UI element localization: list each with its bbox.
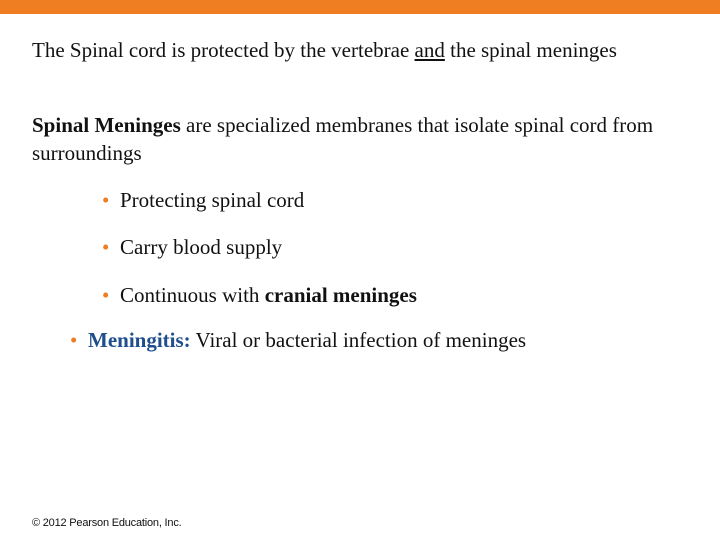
bullet-icon: • [102,235,110,259]
paragraph-meninges-text: are specialized membranes that isolate spinal cord from surroundings [32,113,654,165]
sub-bullet-text: Protecting spinal cord [120,188,305,212]
bullet-icon: • [102,188,110,212]
term-cranial-meninges: cranial meninges [264,283,417,307]
sub-bullet-text: Continuous with [120,283,265,307]
sub-bullet-text: Carry blood supply [120,235,283,259]
bullet-meningitis-text: Viral or bacterial infection of meninges [190,328,527,352]
bullet-icon: • [70,328,78,352]
sub-bullet-protecting [102,186,304,214]
paragraph-protection-text-b: the spinal meninges [444,38,617,62]
copyright-footer: © 2012 Pearson Education, Inc. [32,517,182,529]
paragraph-meninges [32,111,672,167]
sub-bullet-cranial [102,281,417,309]
underlined-and: and [414,38,445,62]
term-meningitis: Meningitis: [88,328,191,352]
bullet-meningitis [70,326,526,354]
paragraph-protection [32,36,672,64]
top-accent-bar [0,0,720,14]
term-spinal-meninges: Spinal Meninges [32,113,181,137]
bullet-icon: • [102,283,110,307]
sub-bullet-blood-supply [102,233,282,261]
paragraph-protection-text-a: The Spinal cord is protected by the vertebrae [32,38,415,62]
